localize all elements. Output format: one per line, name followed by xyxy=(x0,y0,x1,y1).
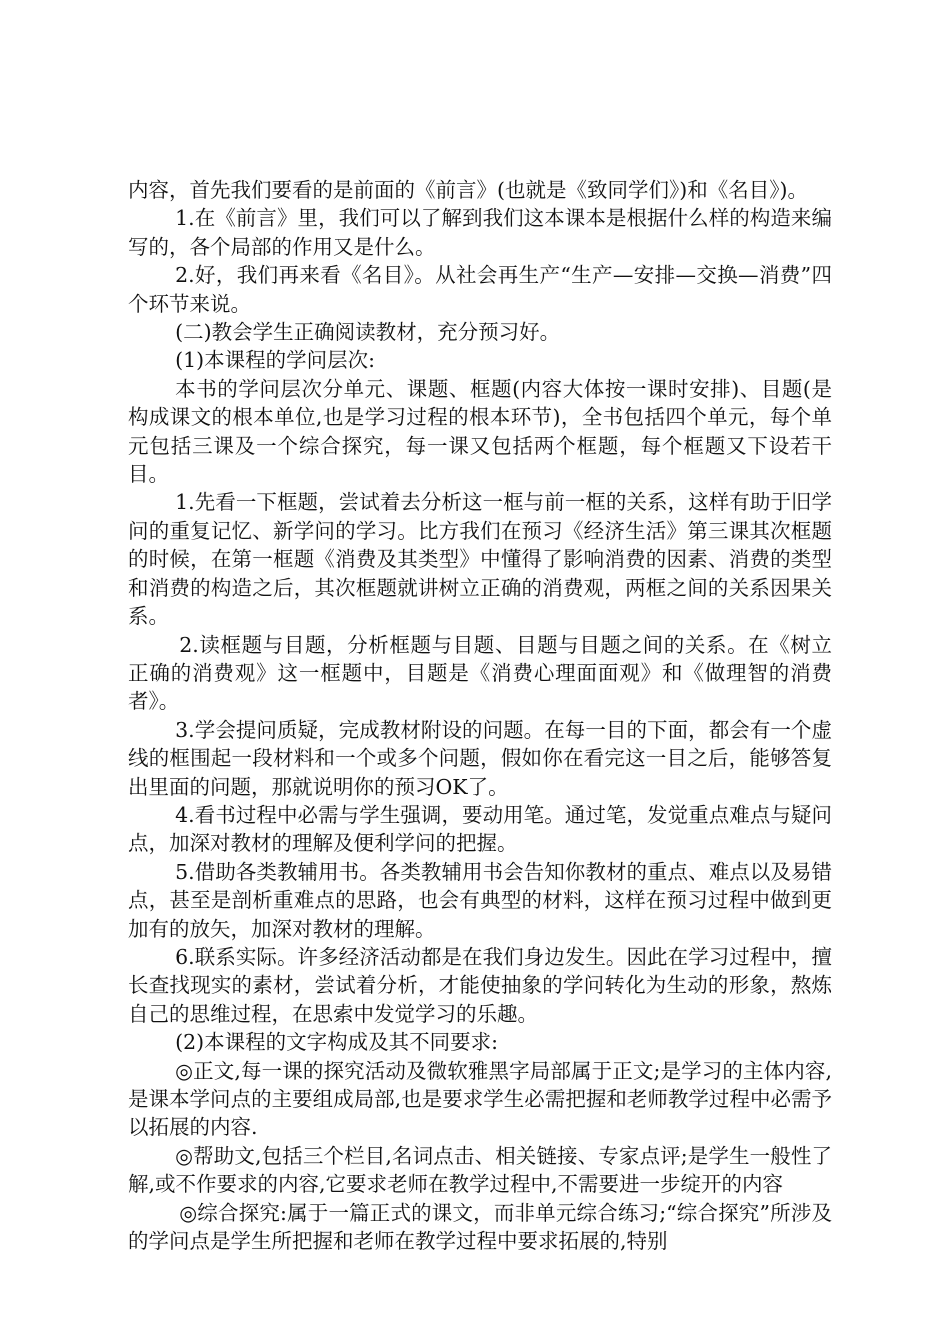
section-heading-reading: (二)教会学生正确阅读教材，充分预习好。 xyxy=(175,320,561,345)
paragraph-main-text: ◎正文,每一课的探究活动及微软雅黑字局部属于正文;是学习的主体内容,是课本学问点的主要组成局部,也是要求学生必需把握和老师教学过程中必需予以拓展的内容. xyxy=(128,1058,832,1140)
paragraph-continuation: 内容，首先我们要看的是前面的《前言》(也就是《致同学们》)和《名目》)。 xyxy=(128,178,808,202)
paragraph-practice: 6.联系实际。许多经济活动都是在我们身边发生。因此在学习过程中，擅长查找现实的素材，尝试着分析，才能使抽象的学问转化为生动的形象，熬炼自己的思维过程，在思索中发觉学习的乐趣。 xyxy=(128,944,832,1026)
paragraph-preface: 1.在《前言》里，我们可以了解到我们这本课本是根据什么样的构造来编写的，各个局部的作用又是什么。 xyxy=(128,206,832,259)
subheading-knowledge-levels: (1)本课程的学问层次: xyxy=(175,348,376,373)
paragraph-read-topics: 2.读框题与目题，分析框题与目题、目题与目题之间的关系。在《树立正确的消费观》这一框题中，目题是《消费心理面面观》和《做理智的消费者》。 xyxy=(128,632,832,714)
paragraph-auxiliary-text: ◎帮助文,包括三个栏目,名词点击、相关链接、专家点评;是学生一般性了解,或不作要求的内容,它要求老师在教学过程中,不需要进一步绽开的内容 xyxy=(128,1143,832,1197)
paragraph-frame-topic: 1.先看一下框题，尝试着去分析这一框与前一框的关系，这样有助于旧学问的重复记忆、新学问的学习。比方我们在预习《经济生活》第三课其次框题的时候，在第一框题《消费及其类型》中懂得了影响消费的因素、消费的类型和消费的构造之后，其次框题就讲树立正确的消费观，两框之间的关系因果关系。 xyxy=(128,490,832,629)
paragraph-comprehensive-inquiry: ◎综合探究:属于一篇正式的课文，而非单元综合练习;“综合探究”所涉及的学问点是学生所把握和老师在教学过程中要求拓展的,特别 xyxy=(128,1200,832,1254)
paragraph-contents: 2.好，我们再来看《名目》。从社会再生产“生产—安排—交换—消费”四个环节来说。 xyxy=(128,263,832,316)
paragraph-knowledge-levels: 本书的学问层次分单元、课题、框题(内容大体按一课时安排)、目题(是构成课文的根本单位,也是学习过程的根本环节)，全书包括四个单元，每个单元包括三课及一个综合探究，每一课又包括两个框题，每个框题又下设若干目。 xyxy=(128,376,832,487)
paragraph-reference-books: 5.借助各类教辅用书。各类教辅用书会告知你教材的重点、难点以及易错点，甚至是剖析重难点的思路，也会有典型的材料，这样在预习过程中做到更加有的放矢，加深对教材的理解。 xyxy=(128,859,832,941)
paragraph-questioning: 3.学会提问质疑，完成教材附设的问题。在每一目的下面，都会有一个虚线的框围起一段材料和一个或多个问题，假如你在看完这一目之后，能够答复出里面的问题，那就说明你的预习OK了。 xyxy=(128,717,832,799)
document-body xyxy=(128,176,832,1255)
paragraph-use-pen: 4.看书过程中必需与学生强调，要动用笔。通过笔，发觉重点难点与疑问点，加深对教材的理解及便利学问的把握。 xyxy=(128,802,832,856)
subheading-text-composition: (2)本课程的文字构成及其不同要求: xyxy=(175,1030,499,1055)
